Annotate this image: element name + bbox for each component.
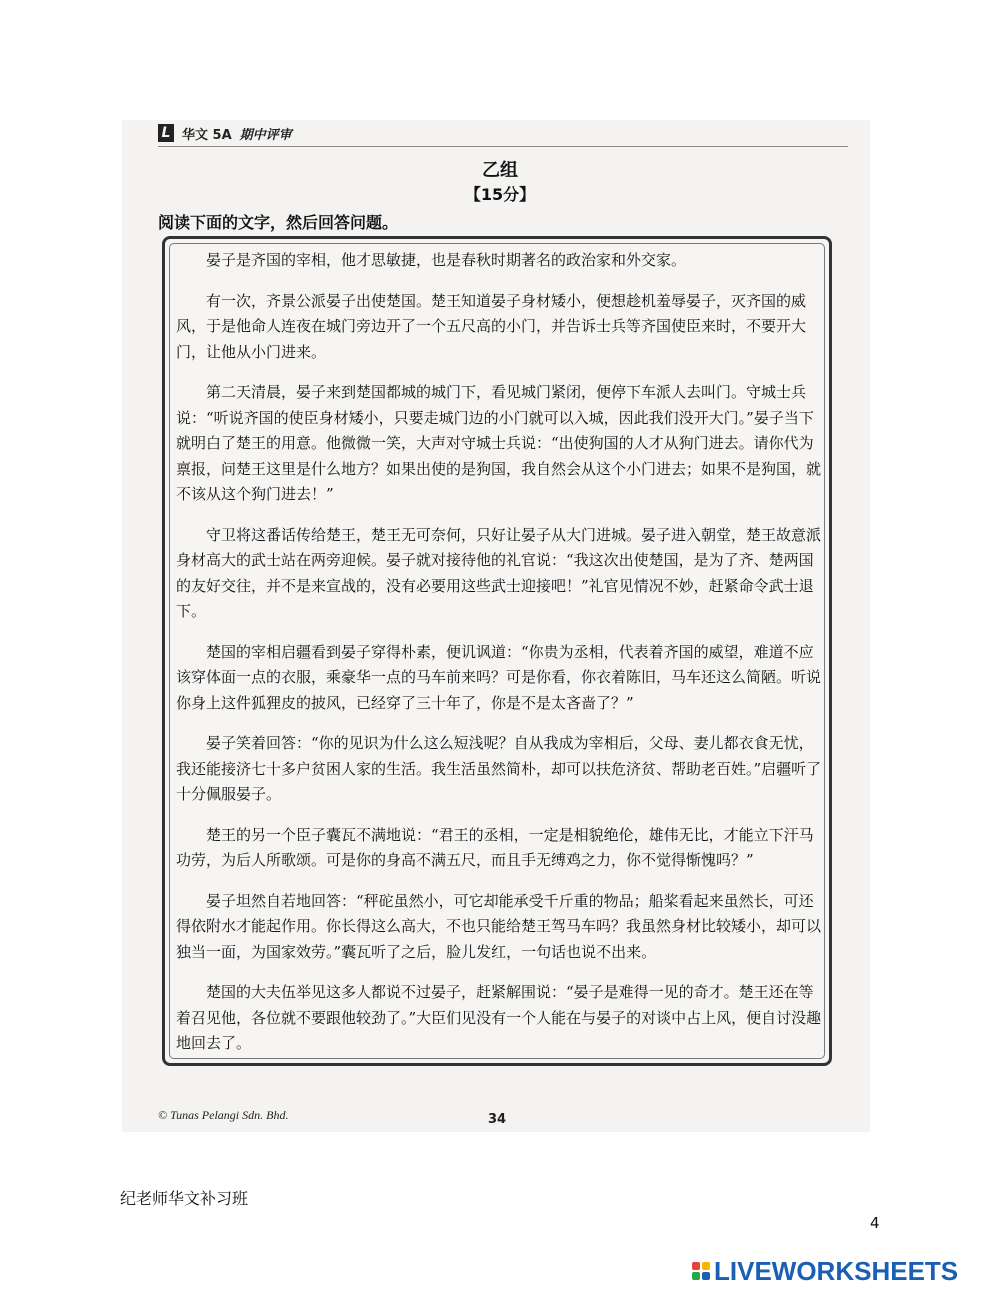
document-page-number: 4 bbox=[870, 1214, 880, 1232]
section-title: 期中评审 bbox=[239, 127, 292, 143]
instruction-text: 阅读下面的文字，然后回答问题。 bbox=[158, 213, 399, 232]
passage bbox=[176, 248, 824, 1072]
publisher-logo: L bbox=[158, 124, 174, 142]
tutor-label: 纪老师华文补习班 bbox=[120, 1189, 249, 1208]
passage-paragraph: 楚国的大夫伍举见这多人都说不过晏子，赶紧解围说：“晏子是难得一见的奇才。楚王还在等着召见他，各位就不要跟他较劲了。”大臣们见没有一个人能在与晏子的对谈中占上风，便自讨没趣地回去了。 bbox=[176, 983, 822, 1052]
liveworksheets-icon bbox=[692, 1262, 710, 1280]
liveworksheets-logo[interactable] bbox=[692, 1255, 959, 1286]
icon-square bbox=[692, 1262, 700, 1270]
book-header bbox=[158, 122, 292, 144]
icon-square bbox=[702, 1272, 710, 1280]
passage-paragraph: 晏子是齐国的宰相，他才思敏捷，也是春秋时期著名的政治家和外交家。 bbox=[206, 251, 687, 269]
book-title: 华文 5A bbox=[182, 127, 232, 143]
group-score: 【15分】 bbox=[464, 185, 536, 204]
passage-paragraph: 晏子坦然自若地回答：“秤砣虽然小，可它却能承受千斤重的物品；船桨看起来虽然长，可还得依附水才能起作用。你长得这么高大，不也只能给楚王驾马车吗？我虽然身材比较矮小，却可以独当一面，为国家效劳。”囊瓦听了之后，脸儿发红，一句话也说不出来。 bbox=[176, 891, 822, 961]
group-title: 乙组 bbox=[482, 160, 518, 181]
passage-paragraph: 第二天清晨，晏子来到楚国都城的城门下，看见城门紧闭，便停下车派人去叫门。守城士兵说：“听说齐国的使臣身材矮小，只要走城门边的小门就可以入城，因此我们没开大门。”晏子当下就明白了楚王的用意。他微微一笑，大声对守城士兵说：“出使狗国的人才从狗门进去。请你代为禀报，问楚王这里是什么地方？如果出使的是狗国，我自然会从这个小门进去；如果不是狗国，就不该从这个狗门进去！” bbox=[176, 383, 822, 503]
passage-paragraph: 楚国的宰相启疆看到晏子穿得朴素，便讥讽道：“你贵为丞相，代表着齐国的威望，难道不应该穿体面一点的衣服，乘豪华一点的马车前来吗？可是你看，你衣着陈旧，马车还这么简陋。听说你身上这件狐狸皮的披风，已经穿了三十年了，你是不是太吝啬了？” bbox=[176, 642, 822, 712]
liveworksheets-wordmark: LIVEWORKSHEETS bbox=[714, 1255, 959, 1286]
copyright-notice: © Tunas Pelangi Sdn. Bhd. bbox=[158, 1108, 289, 1122]
passage-paragraph: 守卫将这番话传给楚王，楚王无可奈何，只好让晏子从大门进城。晏子进入朝堂，楚王故意派身材高大的武士站在两旁迎候。晏子就对接待他的礼官说：“我这次出使楚国，是为了齐、楚两国的友好交往，并不是来宣战的，没有必要用这些武士迎接吧！”礼官见情况不妙，赶紧命令武士退下。 bbox=[176, 525, 822, 620]
passage-paragraph: 晏子笑着回答：“你的见识为什么这么短浅呢？自从我成为宰相后，父母、妻儿都衣食无忧，我还能接济七十多户贫困人家的生活。我生活虽然简朴，却可以扶危济贫、帮助老百姓。”启疆听了十分佩服晏子。 bbox=[176, 734, 822, 803]
passage-paragraph: 楚王的另一个臣子囊瓦不满地说：“君王的丞相，一定是相貌绝伦，雄伟无比，才能立下汗马功劳，为后人所歌颂。可是你的身高不满五尺，而且手无缚鸡之力，你不觉得惭愧吗？” bbox=[176, 825, 814, 869]
passage-paragraph: 有一次，齐景公派晏子出使楚国。楚王知道晏子身材矮小，便想趁机羞辱晏子，灭齐国的威风，于是他命人连夜在城门旁边开了一个五尺高的小门，并告诉士兵等齐国使臣来时，不要开大门，让他从小门进来。 bbox=[176, 291, 807, 361]
header-divider bbox=[158, 146, 848, 147]
icon-square bbox=[702, 1262, 710, 1270]
icon-square bbox=[692, 1272, 700, 1280]
book-page-number: 34 bbox=[488, 1112, 507, 1127]
